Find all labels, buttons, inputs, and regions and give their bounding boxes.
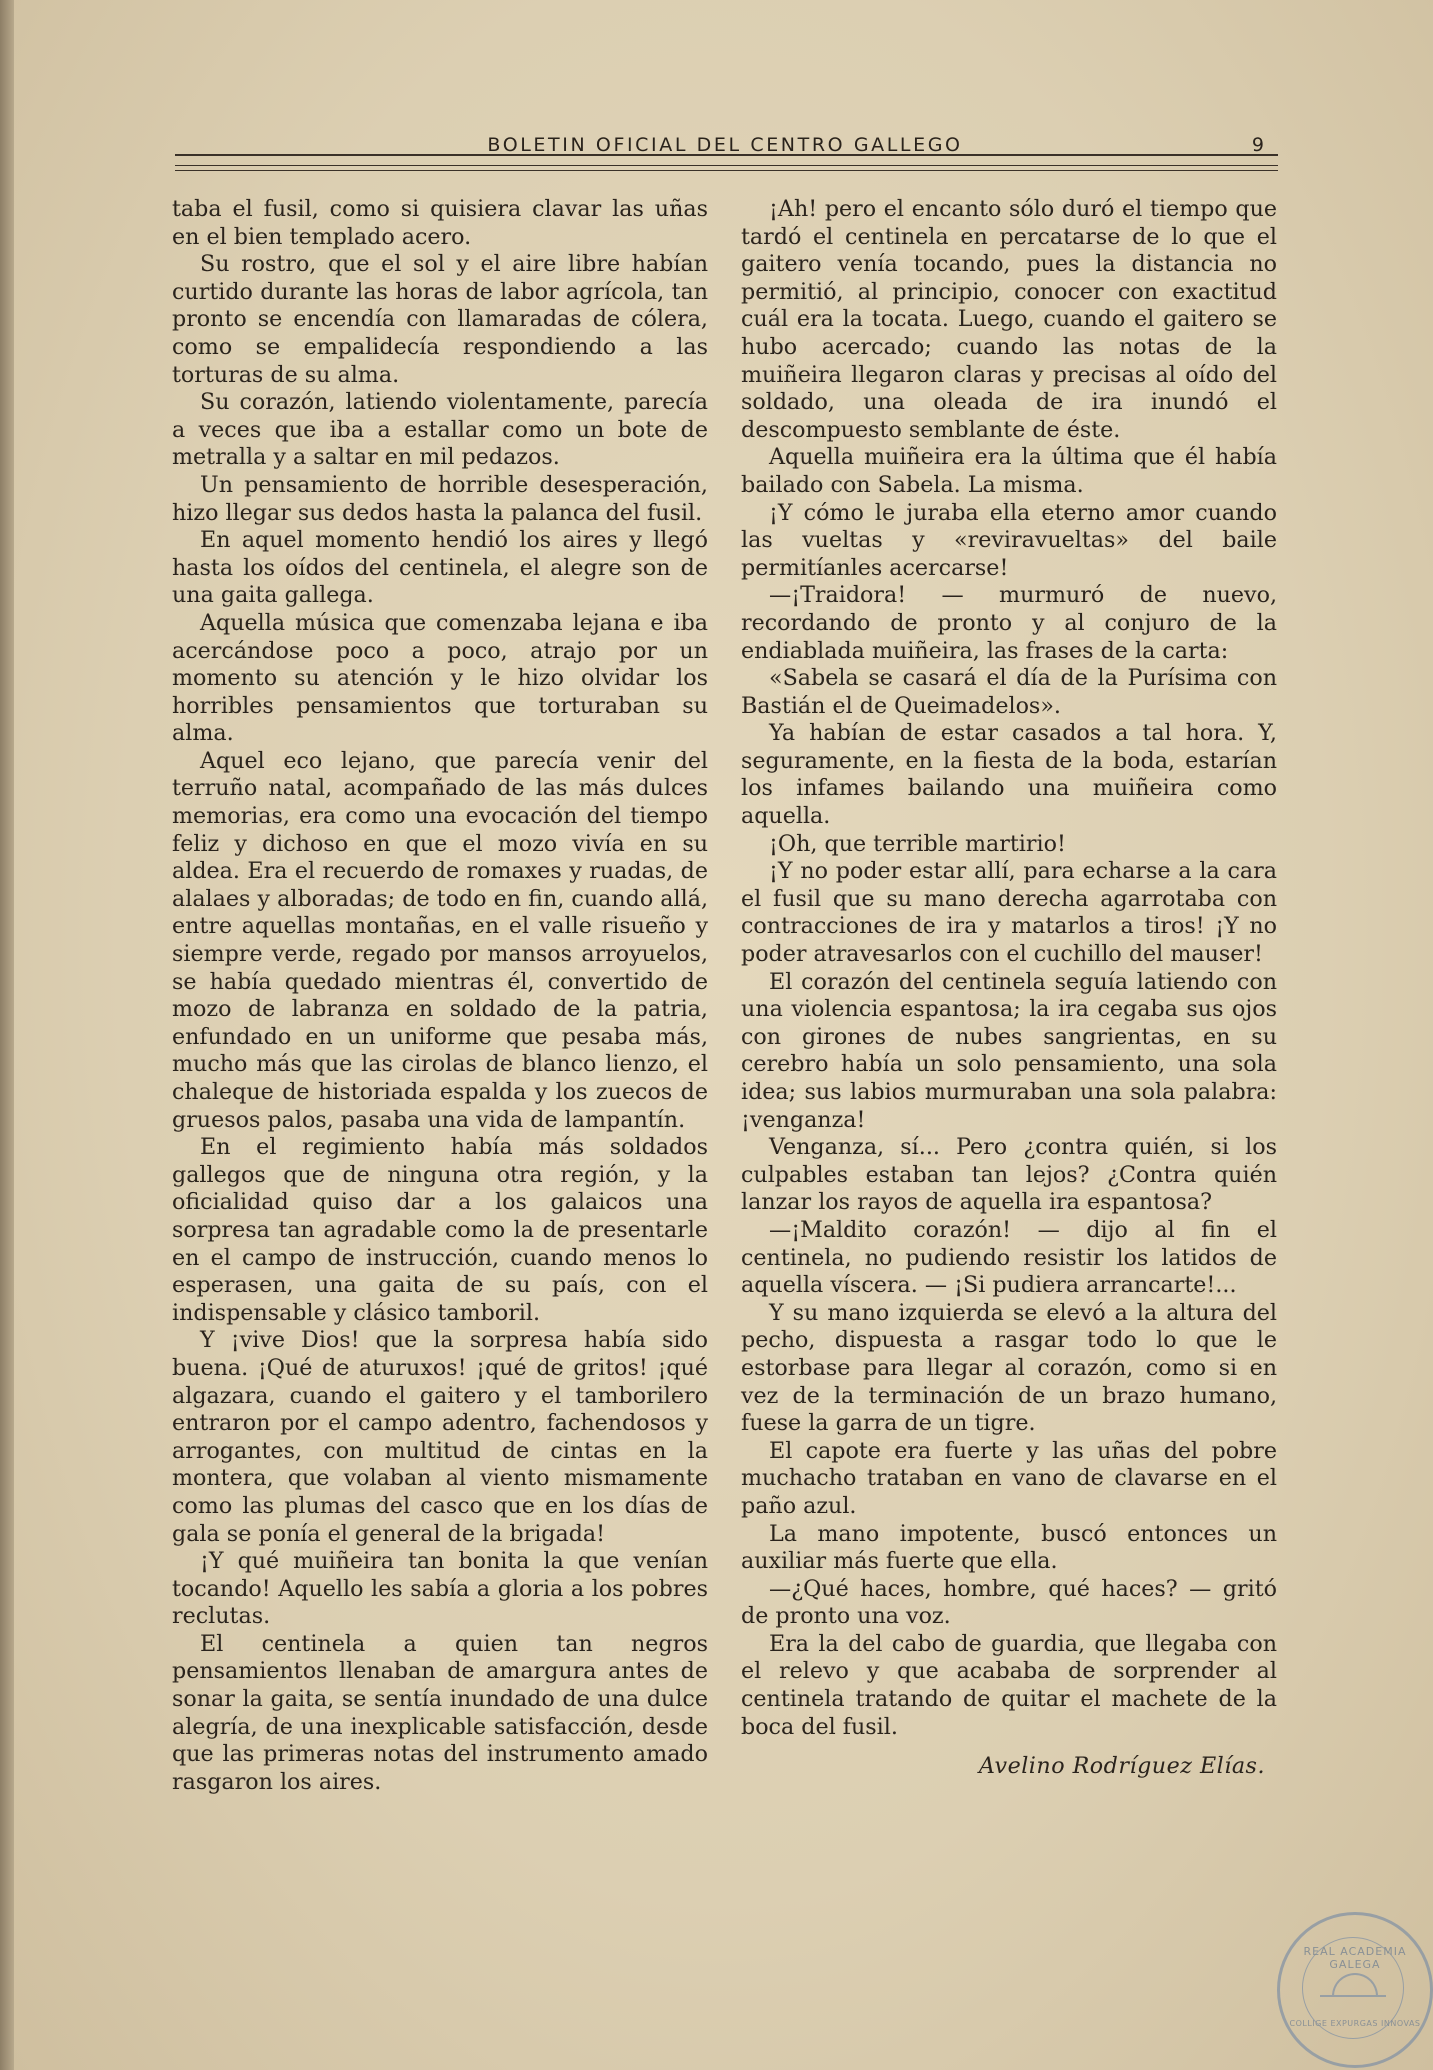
paragraph: —¿Qué haces, hombre, qué haces? — gritó de pronto una voz. [741,1575,1277,1630]
paragraph: En el regimiento había más soldados gallegos que de ninguna otra región, y la oficialidad quiso dar a los galaicos una sorpresa tan agradable como la de presentarle en el campo de instrucción, cuando menos lo esperasen, una gaita de su país, con el indispensable y clásico tamboril. [172,1134,708,1326]
paragraph: En aquel momento hendió los aires y llegó hasta los oídos del centinela, el alegre son de una gaita gallega. [172,527,708,609]
paragraph: Y ¡vive Dios! que la sorpresa había sido buena. ¡Qué de aturuxos! ¡qué de gritos! ¡qué algazara, cuando el gaitero y el tamborilero entraron por el campo adentro, fachendosos y arrogantes, con multitud de cintas en la montera, que volaban al viento mismamente como las plumas del casco que en los días de gala se ponía el general de la brigada! [172,1327,708,1547]
paragraph: Aquella muiñeira era la última que él había bailado con Sabela. La misma. [741,444,1277,498]
paragraph: Aquel eco lejano, que parecía venir del terruño natal, acompañado de las más dulces memorias, era como una evocación del tiempo feliz y dichoso en que el mozo vivía en su aldea. Era el recuerdo de romaxes y ruadas, de alalaes y alboradas; de todo en fin, cuando allá, entre aquellas montañas, en el valle risueño y siempre verde, regado por mansos arroyuelos, se había quedado mientras él, convertido de mozo de labranza en soldado de la patria, enfundado en un uniforme que pesaba más, mucho más que las cirolas de blanco lienzo, el chaleque de historiada espalda y los zuecos de gruesos palos, pasaba una vida de lampantín. [172,747,708,1133]
paragraph: ¡Oh, que terrible martirio! [769,830,1066,857]
stamp-text-top: REAL ACADEMIA GALEGA [1303,1945,1407,1971]
paragraph: Era la del cabo de guardia, que llegaba con el relevo y que acababa de sorprender al centinela tratando de quitar el machete de la boca del fusil. [741,1630,1277,1740]
paragraph: Y su mano izquierda se elevó a la altura del pecho, dispuesta a rasgar todo lo que le estorbase para llegar al corazón, como si en vez de la terminación de un brazo humano, fuese la garra de un tigre. [741,1299,1277,1437]
author-signature: Avelino Rodríguez Elías. [978,1753,1265,1780]
paragraph: Aquella música que comenzaba lejana e iba acercándose poco a poco, atrajo por un momento su atención y le hizo olvidar los horribles pensamientos que torturaban su alma. [172,609,708,747]
paragraph: —¡Maldito corazón! — dijo al fin el centinela, no pudiendo resistir los latidos de aquella víscera. — ¡Si pudiera arrancarte!... [741,1216,1277,1299]
paragraph: Su corazón, latiendo violentamente, parecía a veces que iba a estallar como un bote de metralla y a saltar en mil pedazos. [172,389,708,471]
paragraph: El capote era fuerte y las uñas del pobre muchacho trataban en vano de clavarse en el paño azul. [741,1437,1277,1519]
paragraph: Un pensamiento de horrible desesperación, hizo llegar sus dedos hasta la palanca del fusil. [172,471,708,526]
paragraph: ¡Y no poder estar allí, para echarse a la cara el fusil que su mano derecha agarrotaba con contracciones de ira y matarlos a tiros! ¡Y no poder atravesarlos con el cuchillo del mauser! [741,858,1277,968]
paragraph: ¡Y cómo le juraba ella eterno amor cuando las vueltas y «reviravueltas» del baile permitíanles acercarse! [741,499,1277,581]
paragraph: Ya habían de estar casados a tal hora. Y, seguramente, en la fiesta de la boda, estarían los infames bailando una muiñeira como aquella. [741,720,1277,830]
right-text-column [741,196,1277,1781]
paragraph: El corazón del centinela seguía latiendo con una violencia espantosa; la ira cegaba sus ojos con girones de nubes sangrientas, en su cerebro había un solo pensamiento, una sola idea; sus labios murmuraban una sola palabra: ¡venganza! [741,968,1277,1133]
paragraph: Venganza, sí... Pero ¿contra quién, si los culpables estaban tan lejos? ¿Contra quién lanzar los rayos de aquella ira espantosa? [741,1134,1277,1216]
publication-title: BOLETIN OFICIAL DEL CENTRO GALLEGO [487,134,963,156]
page-number: 9 [1251,134,1264,156]
stamp-text-bottom: COLLIGE EXPURGAS INNOVAS [1289,2019,1421,2028]
academy-stamp [1277,1912,1433,2068]
left-text-column [172,196,708,1796]
header-rule-bottom-thin [175,170,1278,171]
page-header [175,130,1278,170]
paragraph: El centinela a quien tan negros pensamientos llenaban de amargura antes de sonar la gaita, se sentía inundado de una dulce alegría, de una inexplicable satisfacción, desde que las primeras notas del instrumento amado rasgaron los aires. [172,1630,708,1795]
paragraph: Su rostro, que el sol y el aire libre habían curtido durante las horas de labor agrícola, tan pronto se encendía con llamaradas de cólera, como se empalidecía respondiendo a las torturas de su alma. [172,251,708,388]
paragraph: ¡Y qué muiñeira tan bonita la que venían tocando! Aquello les sabía a gloria a los pobres reclutas. [172,1548,708,1630]
horizon-line [1320,1995,1386,1997]
header-rule-bottom [175,165,1278,166]
paragraph: ¡Ah! pero el encanto sólo duró el tiempo que tardó el centinela en percatarse de lo que el gaitero venía tocando, pues la distancia no permitió, al principio, conocer con exactitud cuál era la tocata. Luego, cuando el gaitero se hubo acercado; cuando las notas de la muiñeira llegaron claras y precisas al oído del soldado, una oleada de ira inundó el descompuesto semblante de éste. [741,196,1277,443]
paragraph: taba el fusil, como si quisiera clavar las uñas en el bien templado acero. [172,196,708,250]
paragraph: La mano impotente, buscó entonces un auxiliar más fuerte que ella. [741,1520,1277,1575]
book-spine [0,0,14,2070]
paragraph: «Sabela se casará el día de la Purísima con Bastián el de Queimadelos». [741,665,1277,719]
paragraph: —¡Traidora! — murmuró de nuevo, recordando de pronto y al conjuro de la endiablada muiñeira, las frases de la carta: [741,582,1277,664]
